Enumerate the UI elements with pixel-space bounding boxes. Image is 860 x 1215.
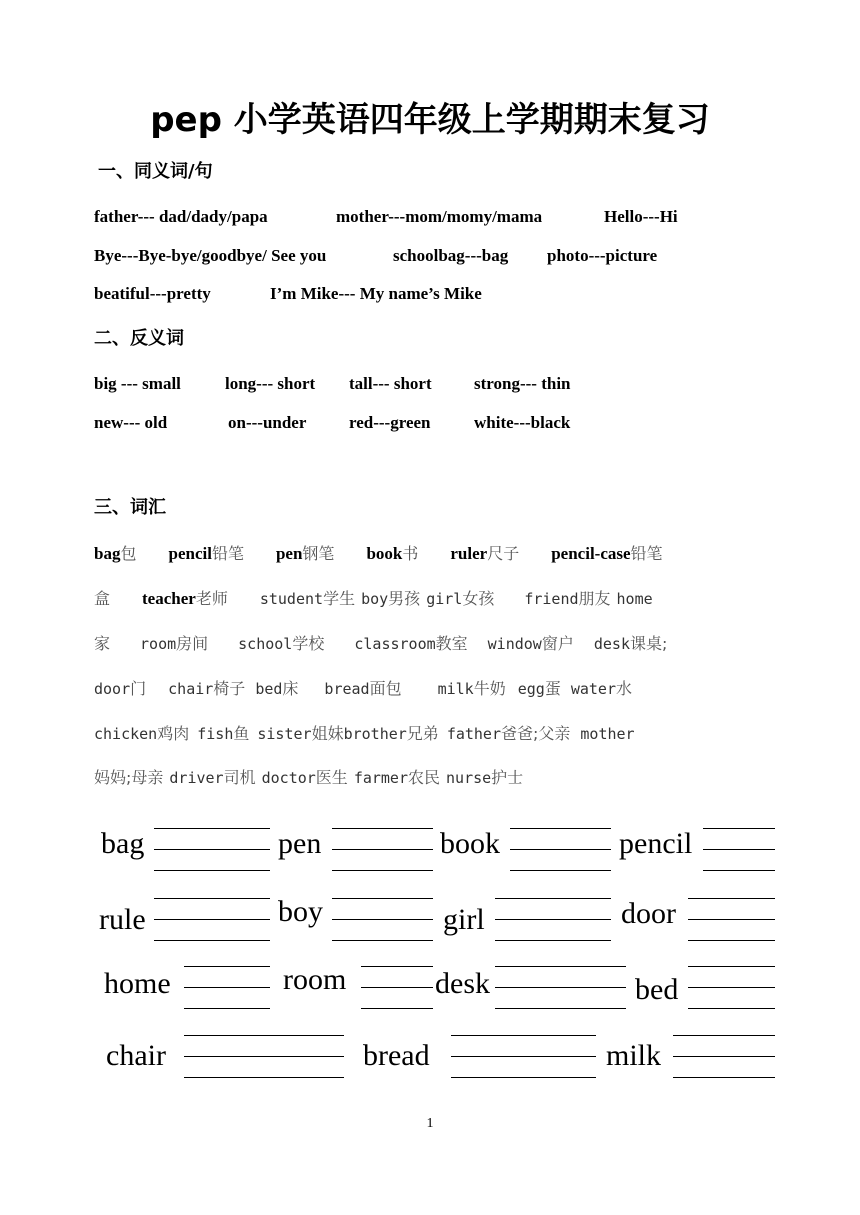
writing-lines[interactable] — [332, 828, 433, 872]
writing-lines[interactable] — [688, 966, 775, 1010]
vocab-english: bread — [324, 680, 370, 698]
writing-line — [688, 987, 775, 988]
exercise-word: pencil — [619, 827, 693, 860]
vocab-entry — [450, 544, 519, 563]
writing-line — [332, 940, 433, 941]
vocab-english: father — [446, 725, 501, 743]
vocab-entry — [488, 634, 574, 653]
writing-lines[interactable] — [495, 898, 611, 942]
vocab-english: book — [366, 544, 403, 563]
vocab-chinese: 爸爸;父亲 — [501, 724, 571, 743]
section-heading-vocabulary: 三、词汇 — [94, 497, 166, 518]
vocab-english: teacher — [142, 589, 196, 608]
vocab-line — [94, 585, 784, 613]
writing-lines[interactable] — [154, 898, 270, 942]
writing-line — [688, 898, 775, 899]
vocab-english: classroom — [354, 635, 436, 653]
writing-line — [361, 966, 433, 967]
vocab-entry — [344, 724, 439, 743]
vocab-entry — [551, 544, 662, 563]
vocab-chinese: 蛋 — [544, 679, 561, 698]
vocab-chinese: 盒 — [94, 589, 111, 608]
vocab-entry — [361, 589, 420, 608]
vocab-chinese: 女孩 — [462, 589, 495, 608]
exercise-word: bread — [363, 1039, 430, 1072]
exercise-word: book — [440, 827, 500, 860]
writing-line — [673, 1056, 775, 1057]
vocab-entry — [426, 589, 494, 608]
vocab-english: home — [616, 590, 653, 608]
writing-line — [673, 1077, 775, 1078]
exercise-word: girl — [443, 903, 485, 936]
exercise-word: chair — [106, 1039, 166, 1072]
writing-line — [154, 940, 270, 941]
writing-line — [361, 987, 433, 988]
vocab-entry — [140, 634, 208, 653]
vocab-entry — [580, 724, 634, 743]
vocab-line — [94, 630, 784, 658]
page-number: 1 — [426, 1116, 434, 1131]
vocab-entry — [524, 589, 610, 608]
vocab-chinese: 鸡肉 — [157, 724, 190, 743]
vocab-entry — [168, 679, 245, 698]
writing-line — [495, 898, 611, 899]
vocab-english: student — [259, 590, 324, 608]
vocab-english: boy — [361, 590, 389, 608]
writing-line — [184, 1077, 344, 1078]
synonym-item: I’m Mike--- My name’s Mike — [270, 284, 482, 303]
writing-line — [451, 1077, 596, 1078]
writing-line — [154, 849, 270, 850]
writing-line — [184, 966, 270, 967]
writing-line — [510, 870, 611, 871]
vocab-line — [94, 540, 784, 568]
antonym-item: long--- short — [225, 374, 316, 393]
vocab-chinese: 水 — [616, 679, 633, 698]
vocab-english: girl — [426, 590, 463, 608]
vocab-english: nurse — [446, 769, 492, 787]
vocab-english: fish — [197, 725, 234, 743]
antonym-item: new--- old — [94, 413, 168, 432]
writing-line — [703, 849, 775, 850]
writing-line — [154, 870, 270, 871]
writing-line — [332, 870, 433, 871]
vocab-entry — [366, 544, 418, 563]
synonym-item: photo---picture — [547, 246, 658, 265]
vocab-chinese: 窗户 — [541, 634, 574, 653]
vocab-english: water — [570, 680, 616, 698]
writing-line — [154, 898, 270, 899]
vocab-entry — [354, 634, 467, 653]
writing-line — [332, 898, 433, 899]
antonym-item: strong--- thin — [474, 374, 571, 393]
synonym-item: mother---mom/momy/mama — [336, 207, 543, 226]
vocab-chinese: 妈妈;母亲 — [94, 768, 164, 787]
exercise-word: home — [104, 967, 171, 1000]
exercise-word: milk — [606, 1039, 662, 1072]
synonym-item: schoolbag---bag — [393, 246, 509, 265]
writing-line — [673, 1035, 775, 1036]
exercise-word: bag — [101, 827, 145, 860]
vocab-english: bed — [255, 680, 283, 698]
page-title: pep 小学英语四年级上学期期末复习 — [150, 100, 710, 140]
vocab-entry — [262, 768, 348, 787]
vocab-english: door — [94, 680, 131, 698]
writing-line — [703, 828, 775, 829]
vocab-entry — [446, 768, 523, 787]
section-heading-antonyms: 二、反义词 — [94, 328, 184, 349]
writing-line — [510, 849, 611, 850]
vocab-english: school — [238, 635, 293, 653]
vocab-entry — [94, 724, 189, 743]
writing-line — [495, 919, 611, 920]
writing-lines[interactable] — [451, 1035, 596, 1079]
vocab-line — [94, 675, 784, 703]
vocab-english: window — [487, 635, 542, 653]
vocab-entry — [94, 589, 110, 608]
writing-line — [495, 987, 626, 988]
vocab-chinese: 教室 — [435, 634, 468, 653]
writing-line — [703, 870, 775, 871]
vocab-english: pencil — [168, 544, 212, 563]
vocab-english: pen — [275, 544, 303, 563]
writing-line — [688, 966, 775, 967]
writing-lines[interactable] — [184, 966, 270, 1010]
writing-line — [510, 828, 611, 829]
synonym-item: Bye---Bye-bye/goodbye/ See you — [94, 246, 327, 265]
vocab-chinese: 护士 — [491, 768, 524, 787]
writing-line — [154, 919, 270, 920]
vocab-chinese: 椅子 — [213, 679, 246, 698]
vocab-entry — [238, 634, 324, 653]
vocab-english: pencil-case — [551, 544, 631, 563]
vocab-chinese: 男孩 — [388, 589, 421, 608]
vocab-entry — [447, 724, 571, 743]
vocab-entry — [197, 724, 249, 743]
writing-line — [688, 940, 775, 941]
writing-line — [688, 1008, 775, 1009]
writing-line — [451, 1035, 596, 1036]
vocab-chinese: 包 — [120, 544, 137, 563]
vocab-chinese: 学校 — [292, 634, 325, 653]
vocab-chinese: 朋友 — [578, 589, 611, 608]
writing-lines[interactable] — [495, 966, 626, 1010]
vocab-chinese: 门 — [130, 679, 147, 698]
vocab-english: farmer — [353, 769, 408, 787]
vocab-chinese: 面包 — [369, 679, 402, 698]
writing-lines[interactable] — [673, 1035, 775, 1079]
vocab-chinese: 农民 — [408, 768, 441, 787]
vocab-chinese: 鱼 — [233, 724, 250, 743]
exercise-word: room — [283, 963, 347, 996]
vocab-english: doctor — [261, 769, 316, 787]
exercise-word: door — [621, 897, 676, 930]
vocab-entry — [257, 724, 343, 743]
vocab-entry — [354, 768, 440, 787]
vocab-english: brother — [343, 725, 407, 743]
writing-line — [184, 1035, 344, 1036]
vocab-entry — [276, 544, 334, 563]
vocab-chinese: 课桌; — [629, 634, 668, 653]
vocab-entry — [594, 634, 668, 653]
exercise-word: desk — [435, 967, 490, 1000]
vocab-english: sister — [257, 725, 312, 743]
vocab-line — [94, 720, 784, 748]
antonym-item: on---under — [228, 413, 307, 432]
writing-lines[interactable] — [510, 828, 611, 872]
vocab-entry — [260, 589, 355, 608]
vocab-chinese: 铅笔 — [211, 544, 244, 563]
vocab-entry — [94, 544, 136, 563]
vocab-entry — [94, 768, 163, 787]
vocab-entry — [94, 679, 146, 698]
vocab-entry — [324, 679, 401, 698]
vocab-chinese: 医生 — [315, 768, 348, 787]
vocab-entry — [617, 589, 653, 608]
writing-lines[interactable] — [703, 828, 775, 872]
antonym-item: white---black — [474, 413, 571, 432]
vocab-english: egg — [517, 680, 545, 698]
exercise-word: bed — [635, 973, 679, 1006]
writing-line — [184, 987, 270, 988]
vocab-chinese: 书 — [402, 544, 419, 563]
antonym-item: big --- small — [94, 374, 181, 393]
vocab-chinese: 牛奶 — [473, 679, 506, 698]
writing-lines[interactable] — [688, 898, 775, 942]
section-heading-synonyms: 一、同义词/句 — [98, 161, 213, 182]
writing-line — [495, 940, 611, 941]
writing-line — [332, 919, 433, 920]
vocab-chinese: 司机 — [223, 768, 256, 787]
writing-lines[interactable] — [332, 898, 433, 942]
vocab-english: room — [140, 635, 177, 653]
vocab-chinese: 房间 — [176, 634, 209, 653]
vocab-chinese: 床 — [282, 679, 299, 698]
writing-lines[interactable] — [154, 828, 270, 872]
vocab-english: chicken — [94, 725, 158, 743]
synonym-item: beatiful---pretty — [94, 284, 211, 303]
vocab-english: bag — [94, 544, 121, 563]
exercise-word: pen — [278, 827, 322, 860]
writing-line — [332, 849, 433, 850]
exercise-word: boy — [278, 895, 323, 928]
writing-line — [495, 966, 626, 967]
synonym-item: Hello---Hi — [604, 207, 678, 226]
writing-line — [332, 828, 433, 829]
vocab-chinese: 铅笔 — [630, 544, 663, 563]
vocab-english: chair — [168, 680, 214, 698]
vocab-english: milk — [437, 680, 474, 698]
vocab-chinese: 家 — [94, 634, 111, 653]
vocab-chinese: 钢笔 — [302, 544, 335, 563]
writing-line — [451, 1056, 596, 1057]
writing-lines[interactable] — [184, 1035, 344, 1079]
vocab-chinese: 兄弟 — [406, 724, 439, 743]
vocab-entry — [169, 768, 255, 787]
writing-line — [184, 1056, 344, 1057]
exercise-word: rule — [99, 903, 146, 936]
vocab-chinese: 老师 — [195, 589, 228, 608]
synonym-item: father--- dad/dady/papa — [94, 207, 268, 226]
vocab-entry — [142, 589, 228, 608]
writing-line — [184, 1008, 270, 1009]
vocab-english: driver — [169, 769, 224, 787]
vocab-entry — [255, 679, 298, 698]
antonym-item: tall--- short — [349, 374, 432, 393]
writing-line — [688, 919, 775, 920]
vocab-line — [94, 764, 784, 792]
vocab-english: ruler — [450, 544, 488, 563]
vocab-chinese: 学生 — [323, 589, 356, 608]
antonym-item: red---green — [349, 413, 431, 432]
vocab-entry — [571, 679, 632, 698]
vocab-english: friend — [524, 590, 579, 608]
vocab-chinese: 尺子 — [487, 544, 520, 563]
writing-line — [154, 828, 270, 829]
vocab-entry — [518, 679, 561, 698]
vocab-entry — [94, 634, 110, 653]
vocab-english: desk — [593, 635, 630, 653]
vocab-chinese: 姐妹 — [311, 724, 344, 743]
writing-line — [361, 1008, 433, 1009]
writing-lines[interactable] — [361, 966, 433, 1010]
writing-line — [495, 1008, 626, 1009]
vocab-english: mother — [580, 725, 635, 743]
vocab-entry — [438, 679, 506, 698]
vocab-entry — [168, 544, 243, 563]
